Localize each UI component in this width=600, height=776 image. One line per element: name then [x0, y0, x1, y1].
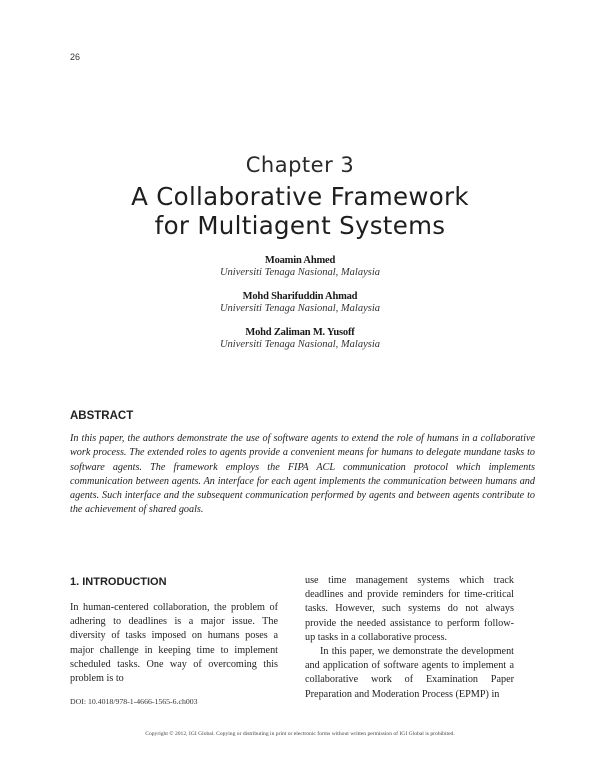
page-number: 26: [70, 52, 81, 62]
abstract-heading: ABSTRACT: [70, 410, 134, 422]
author-affiliation: Universiti Tenaga Nasional, Malaysia: [219, 303, 381, 314]
introduction-paragraph: In this paper, we demonstrate the development and application of software agents to implement a collaborative work of Examination Paper Preparation and Moderation Process (EPMP) in: [305, 646, 514, 700]
left-column: [70, 601, 278, 686]
copyright-notice: Copyright © 2012, IGI Global. Copying or distributing in print or electronic forms without written permission of IGI Global is prohibited.: [145, 731, 455, 737]
doi-line: DOI: 10.4018/978-1-4666-1565-6.ch003: [70, 697, 198, 706]
chapter-label: Chapter 3: [245, 153, 355, 177]
chapter-title-line-2: for Multiagent Systems: [154, 211, 446, 240]
author-name: Moamin Ahmed: [264, 255, 336, 266]
author: [0, 326, 600, 351]
author: [0, 254, 600, 279]
author-affiliation: Universiti Tenaga Nasional, Malaysia: [219, 339, 381, 350]
abstract-text: In this paper, the authors demonstrate the use of software agents to extend the role of humans in a collaborative work process. The extended roles to agents provide a convenient means for humans to delegate mundane tasks to software agents. The framework employs the FIPA ACL communication protocol which implements communication between agents. An interface for each agent implements the communication between humans and agents. Such interface and the subsequent communication performed by agents and between agents contribute to the achievement of shared goals.: [70, 433, 535, 516]
author-name: Mohd Zaliman M. Yusoff: [245, 327, 355, 338]
author-affiliation: Universiti Tenaga Nasional, Malaysia: [219, 267, 381, 278]
author-list: [0, 254, 600, 362]
introduction-heading: 1. INTRODUCTION: [70, 576, 167, 588]
chapter-title-line-1: A Collaborative Framework: [131, 182, 469, 211]
chapter-title: [0, 182, 600, 240]
right-column: [305, 574, 514, 702]
author: [0, 290, 600, 315]
introduction-paragraph-continued: use time management systems which track deadlines and provide reminders for time-critical tasks. However, such systems do not always provide the needed assistance to perform follow-up tasks in a collaborative process.: [305, 575, 514, 643]
author-name: Mohd Sharifuddin Ahmad: [242, 291, 358, 302]
introduction-paragraph: In human-centered collaboration, the problem of adhering to deadlines is a major issue. The diversity of tasks imposed on humans poses a major challenge in keeping time to implement scheduled tasks. One way of overcoming this problem is to: [70, 602, 278, 685]
